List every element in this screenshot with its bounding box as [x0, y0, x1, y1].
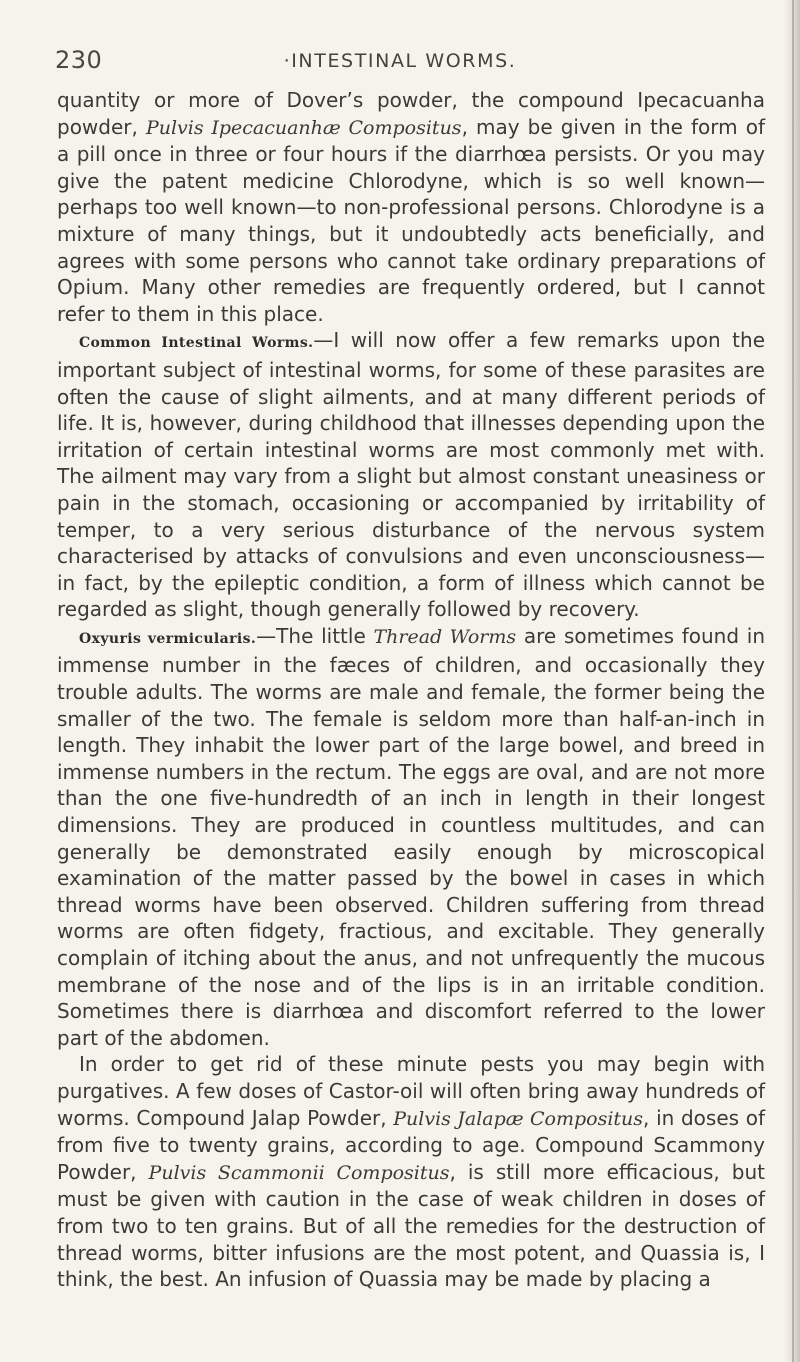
running-title: ·INTESTINAL WORMS.	[283, 50, 517, 72]
page-edge-line	[792, 0, 794, 1362]
latin-term: Pulvis Scammonii Compositus	[148, 1161, 450, 1184]
common-name-term: Thread Worms	[373, 625, 517, 648]
paragraph-intestinal-worms: Common Intestinal Worms.—I will now offer a few remarks upon the important subject of intestinal worms, for some of these parasites are often the cause of slight ailments, and at many different periods of life. It is, however, during childhood that illnesses depending upon the irritation of certain intestinal worms are most commonly met with. The ailment may vary from a slight but almost constant uneasiness or pain in the stomach, occasioning or accompanied by irritability of temper, to a very serious disturbance of the nervous system characterised by attacks of convulsions and even unconsciousness—in fact, by the epileptic condition, a form of illness which cannot be regarded as slight, though generally followed by recovery.	[57, 328, 765, 622]
section-heading: Oxyuris vermicularis.	[79, 630, 257, 647]
section-heading: Common Intestinal Worms.	[79, 335, 314, 352]
paragraph-treatment: In order to get rid of these minute pests you may begin with purgatives. A few doses of Castor-oil will often bring away hundreds of worms. Compound Jalap Powder, Pulvis Jalapæ Compositus, in doses of from five to twenty grains, according to age. Compound Scammony Powder, Pulvis Scammonii Compositus, is still more efficacious, but must be given with caution in the case of weak children in doses of from two to ten grains. But of all the remedies for the destruction of thread worms, bitter infusions are the most potent, and Quassia is, I think, the best. An infusion of Quassia may be made by placing a	[57, 1052, 766, 1292]
latin-term: Pulvis Jalapæ Compositus	[393, 1107, 644, 1130]
page-number: 230	[55, 46, 103, 74]
paragraph-dovers-powder: quantity or more of Dover’s powder, the compound Ipecacuanha powder, Pulvis Ipecacuanhæ Compositus, may be given in the form of a pill once in three or four hours if the diarrhœa persists. Or you may give the patent medicine Chlorodyne, which is so well known—perhaps too well known—to non-professional persons. Chlorodyne is a mixture of many things, but it undoubtedly acts beneficially, and agrees with some persons who cannot take ordinary preparations of Opium. Many other remedies are frequently ordered, but I cannot refer to them in this place.	[57, 88, 765, 326]
latin-term: Pulvis Ipecacuanhæ Compositus	[145, 116, 462, 139]
body-text	[57, 87, 765, 1293]
paragraph-oxyuris: Oxyuris vermicularis.—The little Thread Worms are sometimes found in immense number in the fæces of children, and occasionally they trouble adults. The worms are male and female, the former being the smaller of the two. The female is seldom more than half-an-inch in length. They inhabit the lower part of the large bowel, and breed in immense numbers in the rectum. The eggs are oval, and are not more than the one five-hundredth of an inch in length in their longest dimensions. They are produced in countless multitudes, and can generally be demonstrated easily enough by microscopical examination of the matter passed by the bowel in cases in which thread worms have been observed. Children suffering from thread worms are often fidgety, fractious, and excitable. They generally complain of itching about the anus, and not unfrequently the mucous membrane of the nose and of the lips is in an irritable condition. Sometimes there is diarrhœa and discomfort referred to the lower part of the abdomen.	[57, 623, 765, 1050]
page-header	[0, 40, 800, 80]
